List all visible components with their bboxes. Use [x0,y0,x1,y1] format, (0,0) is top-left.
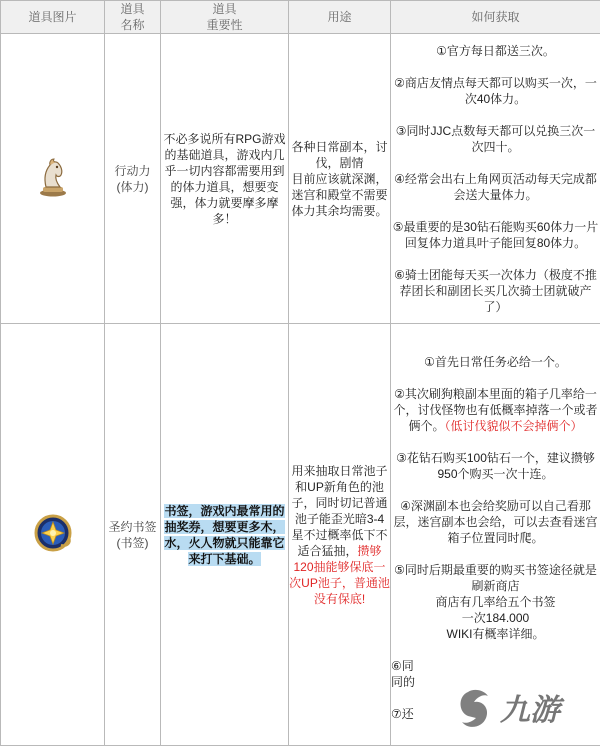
how-item: ④经常会出右上角网页活动每天完成都会送大量体力。 [391,171,600,203]
item-name: 行动力 (体力) [105,34,161,324]
item-how-to-get [391,34,600,324]
how-item-text: ②其次刷狗粮副本里面的箱子几率给一个，讨伐怪物也有低概率掉落一个或者俩个。 [393,387,597,433]
how-item: ⑦还 [391,706,600,722]
how-item: ⑤同时后期最重要的购买书签途径就是刷新商店 商店有几率给五个书签 一次184.000 WIKI有概率详细。 [391,562,600,642]
how-item [391,386,600,434]
item-usage: 各种日常副本，讨伐，剧情 目前应该就深渊，迷宫和殿堂不需要体力其余均需要。 [289,34,391,324]
how-item: ②商店友情点每天都可以购买一次，一次40体力。 [391,75,600,107]
item-importance: 不必多说所有RPG游戏的基础道具，游戏内几乎一切内容都需要用到的体力道具，想要变强，体力就要摩多摩多！ [161,34,289,324]
bookmark-covenant-icon [31,511,75,559]
how-item: ④深渊副本也会给奖励可以自己看那层，迷宫副本也会给，可以去查看迷宫箱子位置同时爬。 [391,498,600,546]
how-item: ①首先日常任务必给一个。 [391,354,600,370]
how-item: ①官方每日都送三次。 [391,43,600,59]
header-name: 道具 名称 [105,1,161,34]
importance-highlight: 书签，游戏内最常用的抽奖券，想要更多木，水，火人物就只能靠它来打下基础。 [164,504,284,566]
item-importance [161,324,289,746]
how-item: ③花钻石购买100钻石一个，建议攒够950个购买一次十连。 [391,450,600,482]
header-image: 道具图片 [1,1,105,34]
header-how-to-get: 如何获取 [391,1,600,34]
usage-text: 用来抽取日常池子和UP新角色的池子，同时切记普通池子能歪光暗3-4星不过概率低下不适合猛抽， [291,464,387,558]
table-header-row [1,1,600,34]
stamina-horse-icon [36,157,70,201]
usage-warning: 攒够120抽能够保底一次UP池子，普通池没有保底! [289,544,390,606]
watermark-text: 九游 [500,694,565,727]
table-row [1,34,600,324]
header-importance: 道具 重要性 [161,1,289,34]
item-image-cell [1,324,105,746]
item-usage [289,324,391,746]
how-item: ⑥骑士团能每天买一次体力（极度不推荐团长和副团长买几次骑士团就破产了） [391,267,600,315]
watermark-overlay [420,640,600,738]
item-name: 圣约书签 (书签) [105,324,161,746]
how-item: ⑥同 同的 [391,658,600,690]
how-item: ⑤最重要的是30钻石能购买60体力一片回复体力道具叶子能回复80体力。 [391,219,600,251]
how-item: ③同时JJC点数每天都可以兑换三次一次四十。 [391,123,600,155]
item-image-cell [1,34,105,324]
header-usage: 用途 [289,1,391,34]
how-item-note: （低讨伐貌似不会掉俩个） [445,419,583,433]
